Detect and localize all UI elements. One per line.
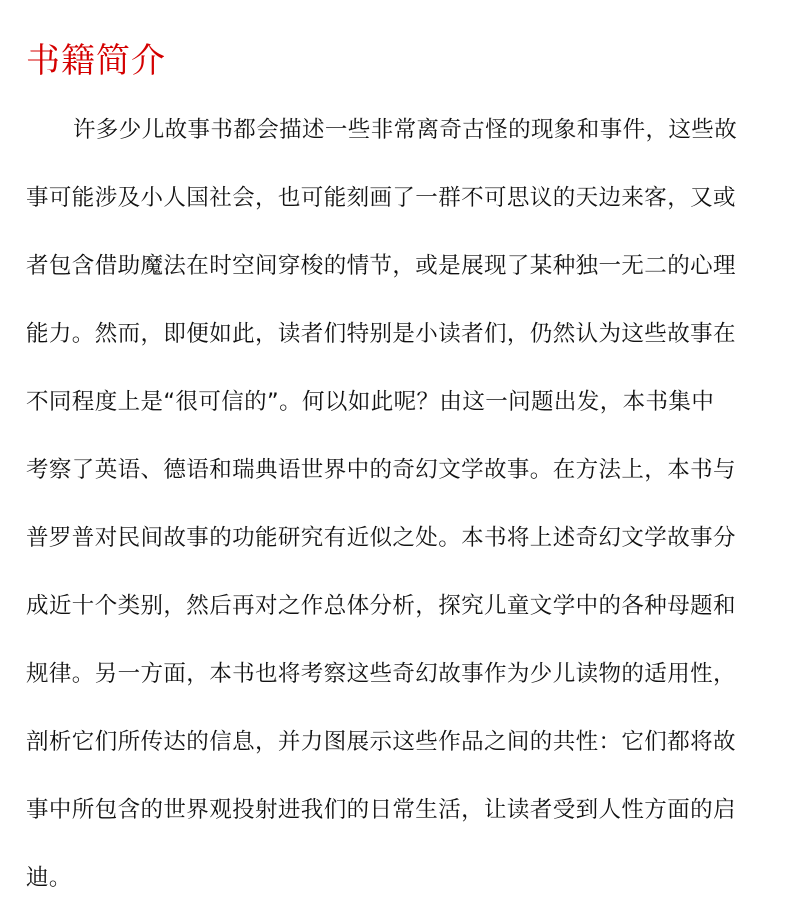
paragraph-line-11: 事中所包含的世界观投射进我们的日常生活，让读者受到人性方面的启 [26,797,736,823]
paragraph-line-5: 不同程度上是“很可信的”。何以如此呢？由这一问题出发，本书集中 [26,389,715,415]
section-title: 书籍简介 [26,41,166,81]
book-introduction-paragraph [26,108,764,922]
paragraph-line-1: 许多少儿故事书都会描述一些非常离奇古怪的现象和事件，这些故 [73,117,738,143]
paragraph-line-6: 考察了英语、德语和瑞典语世界中的奇幻文学故事。在方法上，本书与 [26,457,736,483]
paragraph-line-9: 规律。另一方面，本书也将考察这些奇幻故事作为少儿读物的适用性， [26,661,736,687]
paragraph-line-3: 者包含借助魔法在时空间穿梭的情节，或是展现了某种独一无二的心理 [26,253,736,279]
paragraph-line-12: 迪。 [26,865,72,891]
paragraph-line-8: 成近十个类别，然后再对之作总体分析，探究儿童文学中的各种母题和 [26,593,736,619]
paragraph-line-2: 事可能涉及小人国社会，也可能刻画了一群不可思议的天边来客，又或 [26,185,736,211]
paragraph-line-10: 剖析它们所传达的信息，并力图展示这些作品之间的共性：它们都将故 [26,729,736,755]
paragraph-line-4: 能力。然而，即便如此，读者们特别是小读者们，仍然认为这些故事在 [26,321,736,347]
paragraph-line-7: 普罗普对民间故事的功能研究有近似之处。本书将上述奇幻文学故事分 [26,525,736,551]
